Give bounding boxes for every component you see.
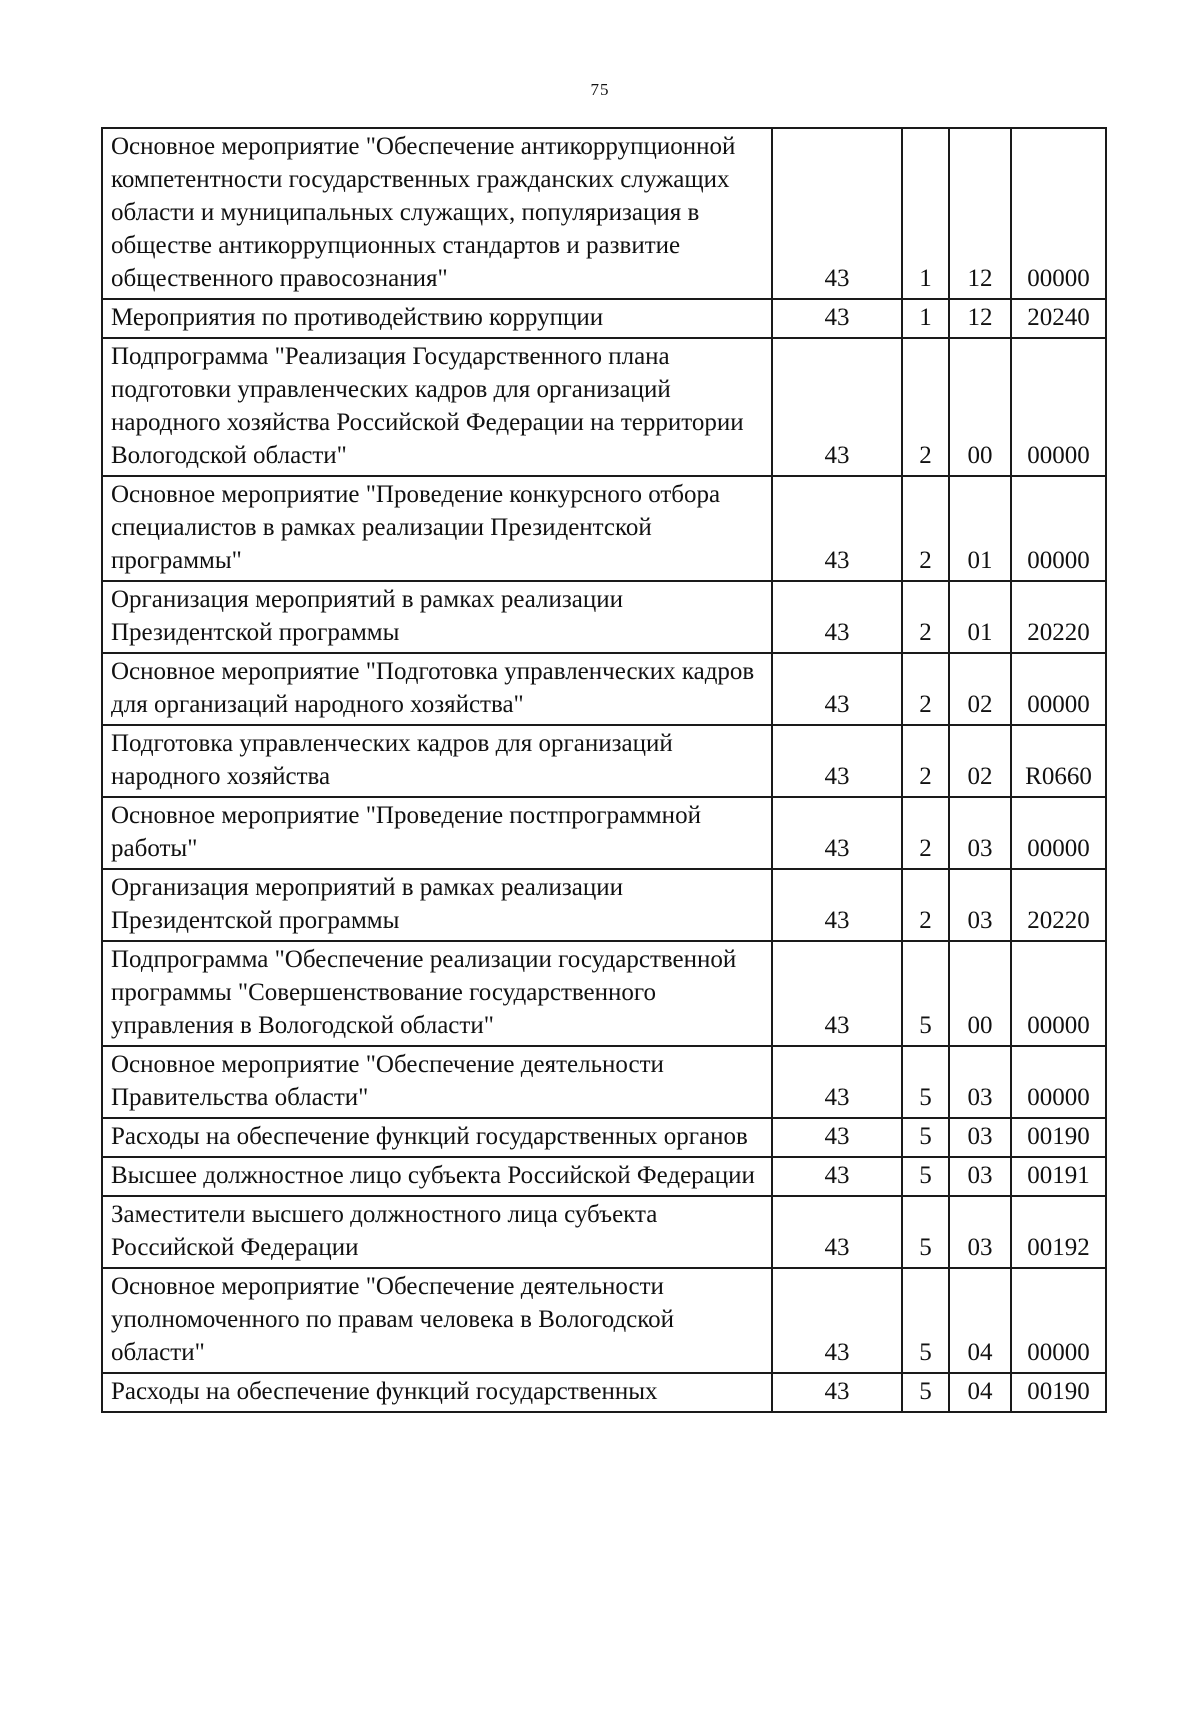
main-event-code-cell: 03 <box>949 1196 1011 1268</box>
expense-direction-code-cell: 00192 <box>1011 1196 1106 1268</box>
expense-direction-code-cell: 00000 <box>1011 653 1106 725</box>
main-event-code-cell: 00 <box>949 941 1011 1046</box>
page-number: 75 <box>590 80 610 99</box>
table-row <box>102 1118 1106 1157</box>
row-name-cell: Подпрограмма "Реализация Государственного плана подготовки управленческих кадров для организаций народного хозяйства Российской Федерации на территории Вологодской области" <box>102 338 772 476</box>
program-code-cell: 43 <box>772 476 902 581</box>
expense-direction-code-cell: 00000 <box>1011 797 1106 869</box>
subprogram-code-cell: 2 <box>902 476 949 581</box>
main-event-code-cell: 01 <box>949 581 1011 653</box>
program-code-cell: 43 <box>772 338 902 476</box>
expense-direction-code-cell: R0660 <box>1011 725 1106 797</box>
subprogram-code-cell: 5 <box>902 1046 949 1118</box>
table-body <box>102 128 1106 1412</box>
expense-direction-code-cell: 00190 <box>1011 1373 1106 1412</box>
expense-direction-code-cell: 20220 <box>1011 869 1106 941</box>
program-code-cell: 43 <box>772 797 902 869</box>
program-code-cell: 43 <box>772 653 902 725</box>
main-event-code-cell: 12 <box>949 128 1011 299</box>
table-row <box>102 1157 1106 1196</box>
main-event-code-cell: 02 <box>949 653 1011 725</box>
budget-classification-table <box>101 127 1107 1413</box>
subprogram-code-cell: 2 <box>902 653 949 725</box>
expense-direction-code-cell: 00191 <box>1011 1157 1106 1196</box>
program-code-cell: 43 <box>772 1118 902 1157</box>
table-row <box>102 653 1106 725</box>
row-name-cell: Основное мероприятие "Обеспечение деятельности уполномоченного по правам человека в Вологодской области" <box>102 1268 772 1373</box>
program-code-cell: 43 <box>772 869 902 941</box>
program-code-cell: 43 <box>772 1373 902 1412</box>
table-row <box>102 338 1106 476</box>
expense-direction-code-cell: 20240 <box>1011 299 1106 338</box>
row-name-cell: Основное мероприятие "Подготовка управленческих кадров для организаций народного хозяйства" <box>102 653 772 725</box>
main-event-code-cell: 03 <box>949 797 1011 869</box>
expense-direction-code-cell: 00000 <box>1011 338 1106 476</box>
main-event-code-cell: 03 <box>949 1157 1011 1196</box>
main-event-code-cell: 03 <box>949 1046 1011 1118</box>
subprogram-code-cell: 5 <box>902 1157 949 1196</box>
main-event-code-cell: 03 <box>949 869 1011 941</box>
row-name-cell: Основное мероприятие "Проведение постпрограммной работы" <box>102 797 772 869</box>
expense-direction-code-cell: 00000 <box>1011 1268 1106 1373</box>
table-row <box>102 869 1106 941</box>
expense-direction-code-cell: 00000 <box>1011 128 1106 299</box>
row-name-cell: Мероприятия по противодействию коррупции <box>102 299 772 338</box>
row-name-cell: Основное мероприятие "Обеспечение деятельности Правительства области" <box>102 1046 772 1118</box>
row-name-cell: Организация мероприятий в рамках реализации Президентской программы <box>102 581 772 653</box>
row-name-cell: Основное мероприятие "Обеспечение антикоррупционной компетентности государственных гражданских служащих области и муниципальных служащих, популяризация в обществе антикоррупционных стандартов и развитие общественного правосознания" <box>102 128 772 299</box>
subprogram-code-cell: 5 <box>902 1373 949 1412</box>
table-row <box>102 1196 1106 1268</box>
main-event-code-cell: 03 <box>949 1118 1011 1157</box>
table-row <box>102 1373 1106 1412</box>
main-event-code-cell: 02 <box>949 725 1011 797</box>
subprogram-code-cell: 2 <box>902 338 949 476</box>
expense-direction-code-cell: 00000 <box>1011 476 1106 581</box>
expense-direction-code-cell: 00000 <box>1011 1046 1106 1118</box>
row-name-cell: Заместители высшего должностного лица субъекта Российской Федерации <box>102 1196 772 1268</box>
subprogram-code-cell: 2 <box>902 797 949 869</box>
table-row <box>102 1046 1106 1118</box>
main-event-code-cell: 04 <box>949 1373 1011 1412</box>
subprogram-code-cell: 5 <box>902 1268 949 1373</box>
program-code-cell: 43 <box>772 1157 902 1196</box>
program-code-cell: 43 <box>772 1268 902 1373</box>
program-code-cell: 43 <box>772 1196 902 1268</box>
table-row <box>102 581 1106 653</box>
program-code-cell: 43 <box>772 1046 902 1118</box>
row-name-cell: Подготовка управленческих кадров для организаций народного хозяйства <box>102 725 772 797</box>
subprogram-code-cell: 5 <box>902 1196 949 1268</box>
table-row <box>102 476 1106 581</box>
row-name-cell: Основное мероприятие "Проведение конкурсного отбора специалистов в рамках реализации Президентской программы" <box>102 476 772 581</box>
row-name-cell: Подпрограмма "Обеспечение реализации государственной программы "Совершенствование государственного управления в Вологодской области" <box>102 941 772 1046</box>
program-code-cell: 43 <box>772 941 902 1046</box>
row-name-cell: Организация мероприятий в рамках реализации Президентской программы <box>102 869 772 941</box>
subprogram-code-cell: 2 <box>902 869 949 941</box>
subprogram-code-cell: 5 <box>902 1118 949 1157</box>
expense-direction-code-cell: 20220 <box>1011 581 1106 653</box>
program-code-cell: 43 <box>772 128 902 299</box>
subprogram-code-cell: 1 <box>902 128 949 299</box>
row-name-cell: Высшее должностное лицо субъекта Российской Федерации <box>102 1157 772 1196</box>
table-row <box>102 797 1106 869</box>
table-row <box>102 299 1106 338</box>
main-event-code-cell: 12 <box>949 299 1011 338</box>
main-event-code-cell: 00 <box>949 338 1011 476</box>
table-row <box>102 941 1106 1046</box>
table-row <box>102 1268 1106 1373</box>
row-name-cell: Расходы на обеспечение функций государственных органов <box>102 1118 772 1157</box>
program-code-cell: 43 <box>772 299 902 338</box>
subprogram-code-cell: 2 <box>902 581 949 653</box>
main-event-code-cell: 01 <box>949 476 1011 581</box>
subprogram-code-cell: 1 <box>902 299 949 338</box>
subprogram-code-cell: 2 <box>902 725 949 797</box>
row-name-cell: Расходы на обеспечение функций государственных <box>102 1373 772 1412</box>
table-row <box>102 128 1106 299</box>
program-code-cell: 43 <box>772 725 902 797</box>
expense-direction-code-cell: 00000 <box>1011 941 1106 1046</box>
expense-direction-code-cell: 00190 <box>1011 1118 1106 1157</box>
subprogram-code-cell: 5 <box>902 941 949 1046</box>
table-row <box>102 725 1106 797</box>
program-code-cell: 43 <box>772 581 902 653</box>
main-event-code-cell: 04 <box>949 1268 1011 1373</box>
